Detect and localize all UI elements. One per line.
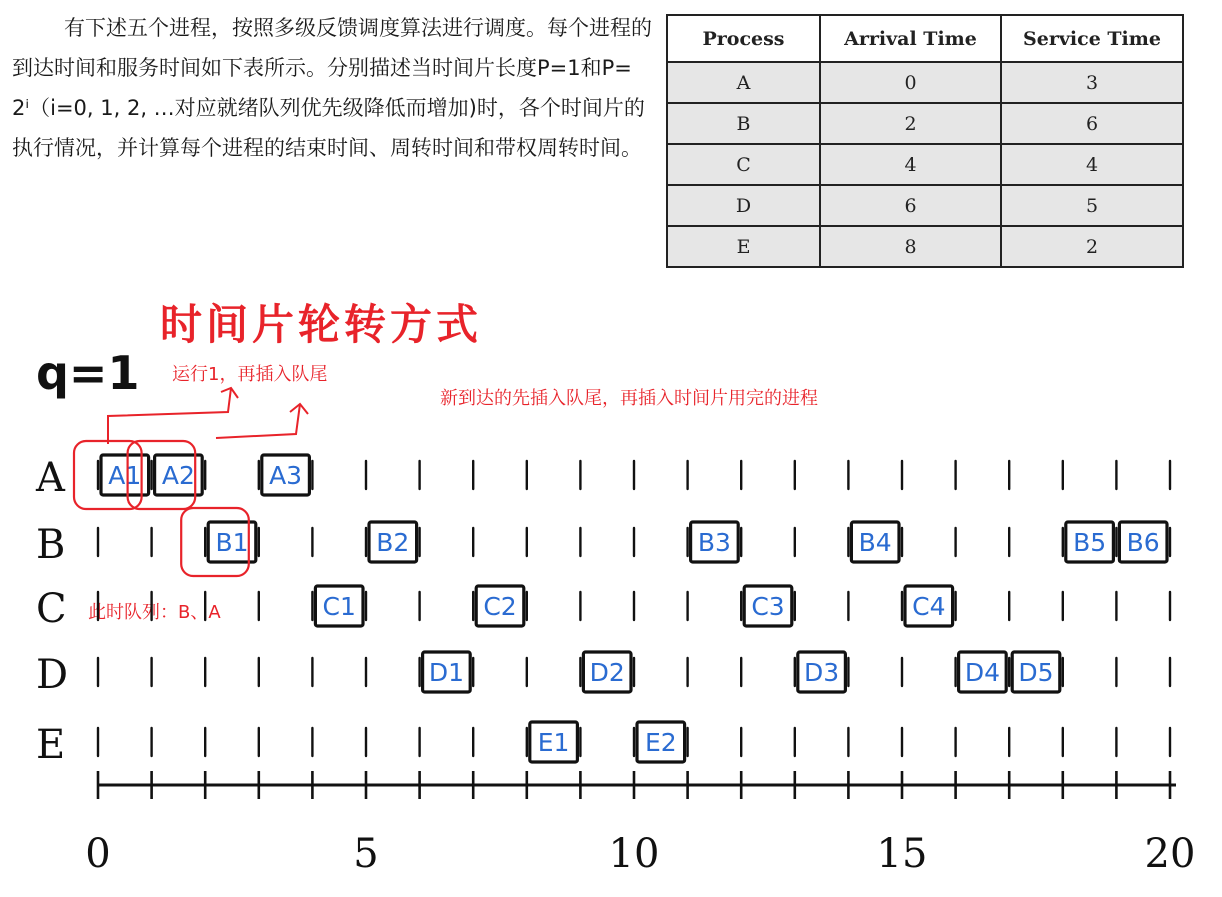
time-slice-label: A3 [269, 461, 303, 490]
arrow-a1-to-note [108, 388, 231, 444]
cell-service: 5 [1001, 185, 1183, 226]
row-label-b: B [36, 522, 66, 568]
axis-tick-label: 0 [85, 831, 111, 877]
time-slice-label: C1 [322, 592, 356, 621]
axis-tick-label: 10 [608, 831, 660, 877]
note-queue-state: 此时队列：B、A [88, 602, 221, 623]
note-new-arrival-first: 新到达的先插入队尾，再插入时间片用完的进程 [440, 388, 818, 409]
time-slice-label: B2 [376, 528, 410, 557]
axis-tick-label: 15 [876, 831, 928, 877]
time-slice-label: A2 [161, 461, 195, 490]
time-slice-label: C2 [483, 592, 517, 621]
row-label-d: D [36, 652, 69, 698]
time-slice-label: B4 [858, 528, 892, 557]
header-service-time: Service Time [1001, 15, 1183, 62]
time-slice-label: E1 [537, 728, 570, 757]
time-slice-label: D1 [428, 658, 464, 687]
cell-arrival: 2 [820, 103, 1001, 144]
row-label-e: E [36, 722, 66, 768]
problem-statement: 有下述五个进程，按照多级反馈调度算法进行调度。每个进程的到达时间和服务时间如下表所示。分别描述当时间片长度P=1和P= 2ⁱ（i=0, 1, 2, …对应就绪队列优先级降低而增加)时，各个时间片的执行情况，并计算每个进程的结束时间、周转时间和带权周转时间。 [12, 16, 652, 160]
cell-arrival: 6 [820, 185, 1001, 226]
note-run-then-requeue: 运行1，再插入队尾 [172, 364, 328, 385]
cell-service: 2 [1001, 226, 1183, 267]
header-arrival-time: Arrival Time [820, 15, 1001, 62]
cell-service: 4 [1001, 144, 1183, 185]
cell-arrival: 8 [820, 226, 1001, 267]
time-slice-label: B1 [215, 528, 249, 557]
cell-arrival: 0 [820, 62, 1001, 103]
time-slice-label: D4 [964, 658, 1000, 687]
cell-service: 6 [1001, 103, 1183, 144]
diagram-title: 时间片轮转方式 [160, 300, 483, 349]
time-slice-label: D2 [589, 658, 625, 687]
time-slice-label: C3 [751, 592, 785, 621]
cell-arrival: 4 [820, 144, 1001, 185]
cell-service: 3 [1001, 62, 1183, 103]
time-slice-label: B6 [1126, 528, 1160, 557]
cell-process: A [667, 62, 820, 103]
row-label-c: C [36, 586, 67, 632]
cell-process: B [667, 103, 820, 144]
cell-process: D [667, 185, 820, 226]
row-label-a: A [36, 455, 65, 501]
time-slice-label: A1 [108, 461, 142, 490]
cell-process: C [667, 144, 820, 185]
time-slice-label: B3 [697, 528, 731, 557]
cell-process: E [667, 226, 820, 267]
time-slice-label: D5 [1018, 658, 1054, 687]
quantum-label: q=1 [36, 346, 140, 400]
axis-tick-label: 5 [353, 831, 379, 877]
time-slice-label: B5 [1073, 528, 1107, 557]
time-slice-label: C4 [912, 592, 946, 621]
time-slice-label: D3 [804, 658, 840, 687]
header-process: Process [667, 15, 820, 62]
time-slice-label: E2 [644, 728, 677, 757]
axis-tick-label: 20 [1144, 831, 1196, 877]
